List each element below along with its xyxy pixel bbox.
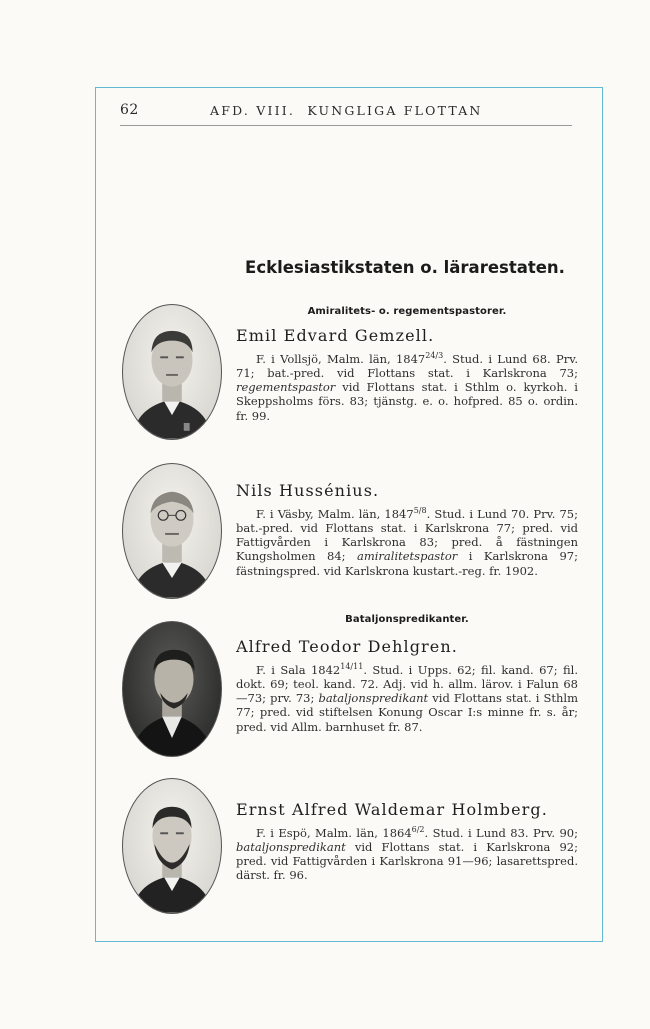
portrait-hussenius-image — [123, 464, 221, 598]
header-title: AFD. VIII. KUNGLIGA FLOTTAN — [210, 103, 483, 118]
bio-text: F. i Sala 1842 — [256, 662, 341, 677]
bio-date-superscript: 14/11 — [340, 662, 364, 671]
section-title: Ecklesiastikstaten o. lärarestaten. — [245, 258, 565, 277]
person-bio — [236, 823, 578, 883]
person-bio — [236, 660, 578, 734]
bio-title-italic: bataljonspredikant — [318, 691, 429, 706]
person-bio — [236, 504, 578, 578]
bio-text: F. i Väsby, Malm. län, 1847 — [256, 506, 414, 521]
bio-text: . Stud. i Upps. 62; fil. kand. 67; fil. dokt. 69; teol. kand. 72. Adj. vid h. allm. lärov. i Falun 68—73; prv. 73; — [236, 662, 578, 706]
bio-text: . Stud. i Lund 68. Prv. 71; bat.-pred. vid Flottans stat. i Karlskrona 73; — [236, 351, 578, 381]
portrait-holmberg — [122, 778, 222, 914]
entry-holmberg — [236, 800, 578, 883]
subheading-pastors: Amiralitets- o. regementspastorer. — [307, 306, 507, 317]
portrait-gemzell-image — [123, 305, 221, 439]
person-name: Emil Edvard Gemzell. — [236, 326, 435, 345]
bio-text: F. i Espö, Malm. län, 1864 — [256, 825, 412, 840]
bio-date-superscript: 6/2 — [411, 825, 425, 834]
bio-date-superscript: 24/3 — [425, 351, 444, 360]
bio-text: vid Flottans stat. i Karlskrona 92; pred. vid Fattigvården i Karlskrona 91—96; lasarettspred. därst. fr. 96. — [236, 840, 578, 883]
bio-date-superscript: 5/8 — [413, 506, 427, 515]
person-bio — [236, 349, 578, 423]
header-rule — [120, 125, 572, 126]
entry-dehlgren — [236, 637, 578, 734]
bio-text: vid Flottans stat. i Sthlm o. kyrkoh. i Skeppsholms förs. 83; tjänstg. e. o. hofpred. 85 o. ordin. fr. 99. — [236, 380, 578, 423]
subheading-chaplains: Bataljonspredikanter. — [345, 614, 469, 625]
entry-hussenius — [236, 481, 578, 578]
person-name: Nils Hussénius. — [236, 481, 380, 500]
page-number: 62 — [120, 102, 139, 118]
portrait-dehlgren — [122, 621, 222, 757]
bio-text: i Karlskrona 97; fästningspred. vid Karlskrona kustart.-reg. fr. 1902. — [236, 549, 578, 578]
portrait-holmberg-image — [123, 779, 221, 913]
portrait-gemzell — [122, 304, 222, 440]
bio-text: vid Flottans stat. i Sthlm 77; pred. vid stiftelsen Konung Oscar I:s minne fr. s. år; pred. vid Allm. barnhuset fr. 87. — [236, 691, 578, 734]
bio-title-italic: regementspastor — [236, 380, 336, 395]
person-name: Ernst Alfred Waldemar Holmberg. — [236, 800, 548, 819]
entry-gemzell — [236, 326, 578, 423]
bio-title-italic: amiralitetspastor — [356, 549, 458, 564]
portrait-hussenius — [122, 463, 222, 599]
portrait-dehlgren-image — [123, 622, 221, 756]
person-name: Alfred Teodor Dehlgren. — [236, 637, 458, 656]
bio-text: . Stud. i Lund 70. Prv. 75; bat.-pred. vid Flottans stat. i Karlskrona 77; pred. vid Fattigvården i Karlskrona 83; pred. å fästningen Kungsholmen 84; — [236, 506, 578, 564]
bio-title-italic: bataljonspredikant — [236, 840, 346, 855]
bio-text: . Stud. i Lund 83. Prv. 90; — [424, 825, 578, 840]
running-header — [120, 102, 576, 124]
bio-text: F. i Vollsjö, Malm. län, 1847 — [256, 351, 426, 366]
